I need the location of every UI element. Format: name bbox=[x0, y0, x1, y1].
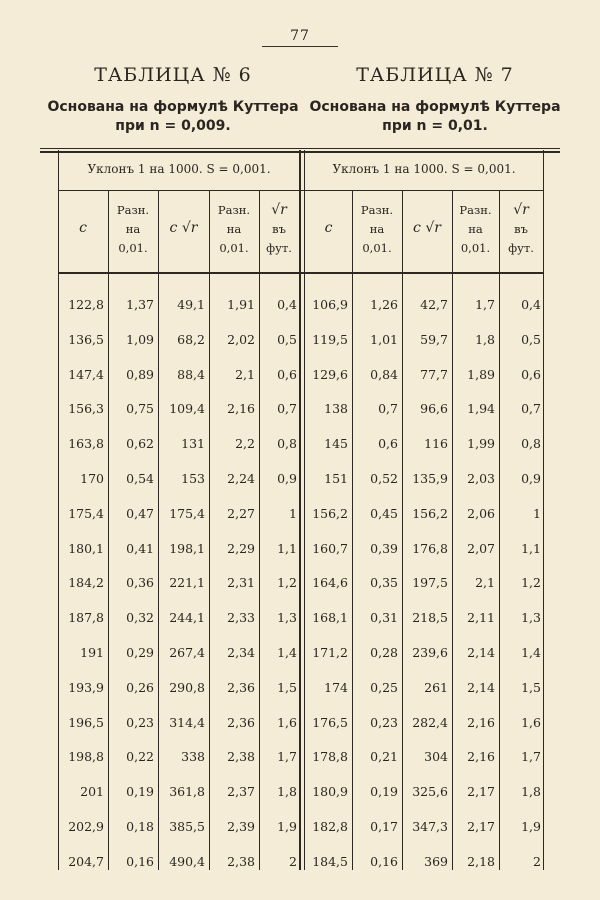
left-row-4-col-4: 0,8 bbox=[277, 436, 297, 451]
left-header-diff1-l3: 0,01. bbox=[118, 241, 148, 255]
right-row-6-col-4: 1 bbox=[533, 506, 541, 521]
left-row-8-col-0: 184,2 bbox=[68, 575, 104, 590]
left-row-5-col-2: 153 bbox=[181, 471, 205, 486]
right-row-5-col-0: 151 bbox=[324, 471, 348, 486]
table-6-subtitle-line1: Основана на формулѣ Куттера bbox=[47, 99, 299, 115]
left-row-2-col-4: 0,6 bbox=[277, 367, 297, 382]
right-header-sqrt-r-l3: фут. bbox=[508, 241, 534, 255]
right-row-15-col-0: 182,8 bbox=[312, 819, 348, 834]
left-row-10-col-4: 1,4 bbox=[277, 645, 297, 660]
right-header-sqrt-r-l2: въ bbox=[514, 222, 528, 236]
left-row-3-col-3: 2,16 bbox=[227, 401, 255, 416]
header-bottom-rule bbox=[58, 272, 544, 274]
right-row-2-col-1: 0,84 bbox=[370, 367, 398, 382]
left-row-1-col-3: 2,02 bbox=[227, 332, 255, 347]
right-row-9-col-2: 218,5 bbox=[412, 610, 448, 625]
right-row-13-col-3: 2,16 bbox=[467, 749, 495, 764]
right-row-3-col-0: 138 bbox=[324, 401, 348, 416]
left-header-diff2-l3: 0,01. bbox=[219, 241, 249, 255]
right-row-2-col-2: 77,7 bbox=[420, 367, 448, 382]
right-row-12-col-1: 0,23 bbox=[370, 715, 398, 730]
left-row-7-col-3: 2,29 bbox=[227, 541, 255, 556]
left-row-15-col-2: 385,5 bbox=[169, 819, 205, 834]
left-row-11-col-0: 193,9 bbox=[68, 680, 104, 695]
right-row-9-col-4: 1,3 bbox=[521, 610, 541, 625]
table-7-title: ТАБЛИЦА № 7 bbox=[356, 64, 514, 86]
left-row-8-col-2: 221,1 bbox=[169, 575, 205, 590]
right-row-8-col-2: 197,5 bbox=[412, 575, 448, 590]
left-header-sqrt-r-l1: √r bbox=[271, 202, 287, 218]
left-row-7-col-2: 198,1 bbox=[169, 541, 205, 556]
right-row-7-col-1: 0,39 bbox=[370, 541, 398, 556]
right-row-8-col-4: 1,2 bbox=[521, 575, 541, 590]
right-row-3-col-3: 1,94 bbox=[467, 401, 495, 416]
top-double-rule-1 bbox=[40, 148, 560, 149]
center-divider-1 bbox=[299, 150, 301, 870]
left-row-16-col-4: 2 bbox=[289, 854, 297, 869]
left-row-14-col-4: 1,8 bbox=[277, 784, 297, 799]
left-row-1-col-4: 0,5 bbox=[277, 332, 297, 347]
right-header-diff2-l3: 0,01. bbox=[460, 241, 491, 255]
left-row-1-col-0: 136,5 bbox=[68, 332, 104, 347]
left-row-13-col-0: 198,8 bbox=[68, 749, 104, 764]
left-row-9-col-4: 1,3 bbox=[277, 610, 297, 625]
left-row-15-col-4: 1,9 bbox=[277, 819, 297, 834]
right-row-4-col-0: 145 bbox=[324, 436, 348, 451]
left-header-sqrt-r-l2: въ bbox=[272, 222, 286, 236]
left-row-3-col-0: 156,3 bbox=[68, 401, 104, 416]
right-row-5-col-3: 2,03 bbox=[467, 471, 495, 486]
table-7-subtitle bbox=[306, 98, 564, 136]
right-row-1-col-0: 119,5 bbox=[312, 332, 348, 347]
right-row-4-col-3: 1,99 bbox=[467, 436, 495, 451]
right-row-15-col-3: 2,17 bbox=[467, 819, 495, 834]
left-row-0-col-1: 1,37 bbox=[126, 297, 154, 312]
left-row-7-col-0: 180,1 bbox=[68, 541, 104, 556]
right-row-9-col-1: 0,31 bbox=[370, 610, 398, 625]
right-row-4-col-2: 116 bbox=[424, 436, 448, 451]
right-row-12-col-4: 1,6 bbox=[521, 715, 541, 730]
right-row-0-col-0: 106,9 bbox=[312, 297, 348, 312]
right-row-0-col-4: 0,4 bbox=[521, 297, 541, 312]
right-row-13-col-0: 178,8 bbox=[312, 749, 348, 764]
left-row-6-col-2: 175,4 bbox=[169, 506, 205, 521]
right-row-16-col-2: 369 bbox=[424, 854, 448, 869]
left-header-sqrt-r-l3: фут. bbox=[266, 241, 292, 255]
right-header-c-sqrt-r: c √r bbox=[413, 220, 441, 236]
right-row-13-col-1: 0,21 bbox=[370, 749, 398, 764]
left-row-6-col-1: 0,47 bbox=[126, 506, 154, 521]
left-row-8-col-3: 2,31 bbox=[227, 575, 255, 590]
right-row-2-col-4: 0,6 bbox=[521, 367, 541, 382]
left-row-2-col-0: 147,4 bbox=[68, 367, 104, 382]
left-row-5-col-3: 2,24 bbox=[227, 471, 255, 486]
right-header-diff2-l2: на bbox=[468, 222, 483, 236]
left-row-16-col-0: 204,7 bbox=[68, 854, 104, 869]
right-col-rule-3 bbox=[452, 190, 453, 870]
left-row-14-col-2: 361,8 bbox=[169, 784, 205, 799]
right-outer-rule bbox=[543, 150, 544, 870]
right-row-11-col-3: 2,14 bbox=[467, 680, 495, 695]
left-col-rule-1 bbox=[108, 190, 109, 870]
left-row-12-col-1: 0,23 bbox=[126, 715, 154, 730]
right-row-6-col-1: 0,45 bbox=[370, 506, 398, 521]
left-row-14-col-1: 0,19 bbox=[126, 784, 154, 799]
left-row-10-col-1: 0,29 bbox=[126, 645, 154, 660]
right-row-16-col-0: 184,5 bbox=[312, 854, 348, 869]
right-row-16-col-3: 2,18 bbox=[467, 854, 495, 869]
table-7-subtitle-line2: при n = 0,01. bbox=[382, 118, 488, 134]
right-row-13-col-2: 304 bbox=[424, 749, 448, 764]
right-row-2-col-0: 129,6 bbox=[312, 367, 348, 382]
left-col-rule-3 bbox=[209, 190, 210, 870]
left-row-10-col-3: 2,34 bbox=[227, 645, 255, 660]
right-row-9-col-0: 168,1 bbox=[312, 610, 348, 625]
right-row-10-col-1: 0,28 bbox=[370, 645, 398, 660]
right-row-5-col-2: 135,9 bbox=[412, 471, 448, 486]
right-row-8-col-1: 0,35 bbox=[370, 575, 398, 590]
right-row-11-col-2: 261 bbox=[424, 680, 448, 695]
right-col-rule-2 bbox=[402, 190, 403, 870]
left-row-4-col-0: 163,8 bbox=[68, 436, 104, 451]
right-row-16-col-1: 0,16 bbox=[370, 854, 398, 869]
left-row-11-col-2: 290,8 bbox=[169, 680, 205, 695]
left-row-10-col-2: 267,4 bbox=[169, 645, 205, 660]
right-header-c: c bbox=[324, 220, 333, 236]
right-row-14-col-0: 180,9 bbox=[312, 784, 348, 799]
slope-row-rule bbox=[58, 190, 544, 191]
left-header-diff2-l1: Разн. bbox=[217, 203, 251, 217]
right-row-8-col-0: 164,6 bbox=[312, 575, 348, 590]
right-row-1-col-1: 1,01 bbox=[370, 332, 398, 347]
left-row-4-col-1: 0,62 bbox=[126, 436, 154, 451]
right-row-9-col-3: 2,11 bbox=[467, 610, 495, 625]
left-row-9-col-0: 187,8 bbox=[68, 610, 104, 625]
left-row-16-col-3: 2,38 bbox=[227, 854, 255, 869]
right-row-7-col-2: 176,8 bbox=[412, 541, 448, 556]
left-row-16-col-1: 0,16 bbox=[126, 854, 154, 869]
right-row-11-col-4: 1,5 bbox=[521, 680, 541, 695]
right-row-3-col-4: 0,7 bbox=[521, 401, 541, 416]
left-header-diff1-l1: Разн. bbox=[116, 203, 150, 217]
left-row-12-col-0: 196,5 bbox=[68, 715, 104, 730]
left-row-8-col-1: 0,36 bbox=[126, 575, 154, 590]
right-row-0-col-1: 1,26 bbox=[370, 297, 398, 312]
left-row-12-col-3: 2,36 bbox=[227, 715, 255, 730]
right-row-1-col-2: 59,7 bbox=[420, 332, 448, 347]
right-header-diff1-l1: Разн. bbox=[360, 203, 394, 217]
left-row-7-col-4: 1,1 bbox=[277, 541, 297, 556]
page-number: 77 bbox=[290, 28, 310, 44]
right-header-diff2-l1: Разн. bbox=[459, 203, 492, 217]
left-row-0-col-4: 0,4 bbox=[277, 297, 297, 312]
left-row-4-col-2: 131 bbox=[181, 436, 205, 451]
left-row-3-col-2: 109,4 bbox=[169, 401, 205, 416]
left-row-6-col-3: 2,27 bbox=[227, 506, 255, 521]
left-col-rule-2 bbox=[158, 190, 159, 870]
left-row-1-col-1: 1,09 bbox=[126, 332, 154, 347]
left-row-13-col-4: 1,7 bbox=[277, 749, 297, 764]
left-col-rule-4 bbox=[259, 190, 260, 870]
left-row-3-col-4: 0,7 bbox=[277, 401, 297, 416]
left-row-13-col-2: 338 bbox=[181, 749, 205, 764]
right-header-diff1-l3: 0,01. bbox=[362, 241, 392, 255]
left-row-0-col-2: 49,1 bbox=[177, 297, 205, 312]
right-row-10-col-3: 2,14 bbox=[467, 645, 495, 660]
left-row-15-col-1: 0,18 bbox=[126, 819, 154, 834]
right-row-16-col-4: 2 bbox=[533, 854, 541, 869]
right-row-6-col-3: 2,06 bbox=[467, 506, 495, 521]
right-row-11-col-0: 174 bbox=[324, 680, 348, 695]
right-row-14-col-2: 325,6 bbox=[412, 784, 448, 799]
left-header-c-sqrt-r: c √r bbox=[169, 220, 198, 236]
right-row-4-col-4: 0,8 bbox=[521, 436, 541, 451]
right-row-7-col-0: 160,7 bbox=[312, 541, 348, 556]
right-row-10-col-4: 1,4 bbox=[521, 645, 541, 660]
left-row-12-col-2: 314,4 bbox=[169, 715, 205, 730]
right-row-14-col-4: 1,8 bbox=[521, 784, 541, 799]
right-col-rule-4 bbox=[499, 190, 500, 870]
right-slope-label: Уклонъ 1 на 1000. S = 0,001. bbox=[332, 162, 516, 176]
left-row-6-col-0: 175,4 bbox=[68, 506, 104, 521]
left-row-2-col-2: 88,4 bbox=[177, 367, 205, 382]
left-header-diff2-l2: на bbox=[226, 222, 242, 236]
left-row-11-col-1: 0,26 bbox=[126, 680, 154, 695]
right-row-13-col-4: 1,7 bbox=[521, 749, 541, 764]
left-row-11-col-4: 1,5 bbox=[277, 680, 297, 695]
left-row-0-col-0: 122,8 bbox=[68, 297, 104, 312]
left-row-5-col-4: 0,9 bbox=[277, 471, 297, 486]
left-row-10-col-0: 191 bbox=[80, 645, 104, 660]
right-row-4-col-1: 0,6 bbox=[378, 436, 398, 451]
right-row-11-col-1: 0,25 bbox=[370, 680, 398, 695]
right-row-6-col-0: 156,2 bbox=[312, 506, 348, 521]
left-row-3-col-1: 0,75 bbox=[126, 401, 154, 416]
left-header-c: c bbox=[79, 220, 87, 236]
left-row-9-col-3: 2,33 bbox=[227, 610, 255, 625]
right-header-sqrt-r-l1: √r bbox=[513, 202, 529, 218]
right-row-12-col-2: 282,4 bbox=[412, 715, 448, 730]
right-row-0-col-2: 42,7 bbox=[420, 297, 448, 312]
left-row-16-col-2: 490,4 bbox=[169, 854, 205, 869]
right-row-12-col-3: 2,16 bbox=[467, 715, 495, 730]
right-row-14-col-1: 0,19 bbox=[370, 784, 398, 799]
left-row-4-col-3: 2,2 bbox=[235, 436, 255, 451]
right-row-12-col-0: 176,5 bbox=[312, 715, 348, 730]
right-row-10-col-2: 239,6 bbox=[412, 645, 448, 660]
left-row-12-col-4: 1,6 bbox=[277, 715, 297, 730]
table-6-title: ТАБЛИЦА № 6 bbox=[94, 64, 252, 86]
left-row-6-col-4: 1 bbox=[289, 506, 297, 521]
left-row-11-col-3: 2,36 bbox=[227, 680, 255, 695]
right-row-10-col-0: 171,2 bbox=[312, 645, 348, 660]
left-row-13-col-1: 0,22 bbox=[126, 749, 154, 764]
right-row-7-col-3: 2,07 bbox=[467, 541, 495, 556]
right-row-6-col-2: 156,2 bbox=[412, 506, 448, 521]
table-6-subtitle-line2: при n = 0,009. bbox=[115, 118, 231, 134]
left-row-8-col-4: 1,2 bbox=[277, 575, 297, 590]
right-row-1-col-3: 1,8 bbox=[475, 332, 495, 347]
right-row-5-col-4: 0,9 bbox=[521, 471, 541, 486]
right-row-5-col-1: 0,52 bbox=[370, 471, 398, 486]
left-row-0-col-3: 1,91 bbox=[227, 297, 255, 312]
left-row-1-col-2: 68,2 bbox=[177, 332, 205, 347]
right-row-15-col-1: 0,17 bbox=[370, 819, 398, 834]
right-row-0-col-3: 1,7 bbox=[475, 297, 495, 312]
table-7-subtitle-line1: Основана на формулѣ Куттера bbox=[309, 99, 561, 115]
table-6-subtitle bbox=[40, 98, 306, 136]
left-row-2-col-1: 0,89 bbox=[126, 367, 154, 382]
right-row-2-col-3: 1,89 bbox=[467, 367, 495, 382]
left-row-9-col-2: 244,1 bbox=[169, 610, 205, 625]
right-row-7-col-4: 1,1 bbox=[521, 541, 541, 556]
left-row-13-col-3: 2,38 bbox=[227, 749, 255, 764]
left-row-15-col-0: 202,9 bbox=[68, 819, 104, 834]
right-header-diff1-l2: на bbox=[369, 222, 385, 236]
right-row-14-col-3: 2,17 bbox=[467, 784, 495, 799]
page-number-underline bbox=[262, 46, 338, 47]
right-row-1-col-4: 0,5 bbox=[521, 332, 541, 347]
right-row-15-col-2: 347,3 bbox=[412, 819, 448, 834]
left-slope-label: Уклонъ 1 на 1000. S = 0,001. bbox=[87, 162, 271, 176]
left-row-9-col-1: 0,32 bbox=[126, 610, 154, 625]
left-row-7-col-1: 0,41 bbox=[126, 541, 154, 556]
right-row-8-col-3: 2,1 bbox=[475, 575, 495, 590]
left-row-2-col-3: 2,1 bbox=[235, 367, 255, 382]
right-col-rule-1 bbox=[352, 190, 353, 870]
right-row-3-col-1: 0,7 bbox=[378, 401, 398, 416]
left-row-5-col-1: 0,54 bbox=[126, 471, 154, 486]
left-row-15-col-3: 2,39 bbox=[227, 819, 255, 834]
left-row-14-col-0: 201 bbox=[80, 784, 104, 799]
left-header-diff1-l2: на bbox=[125, 222, 141, 236]
right-row-15-col-4: 1,9 bbox=[521, 819, 541, 834]
left-row-5-col-0: 170 bbox=[80, 471, 104, 486]
left-row-14-col-3: 2,37 bbox=[227, 784, 255, 799]
right-row-3-col-2: 96,6 bbox=[420, 401, 448, 416]
